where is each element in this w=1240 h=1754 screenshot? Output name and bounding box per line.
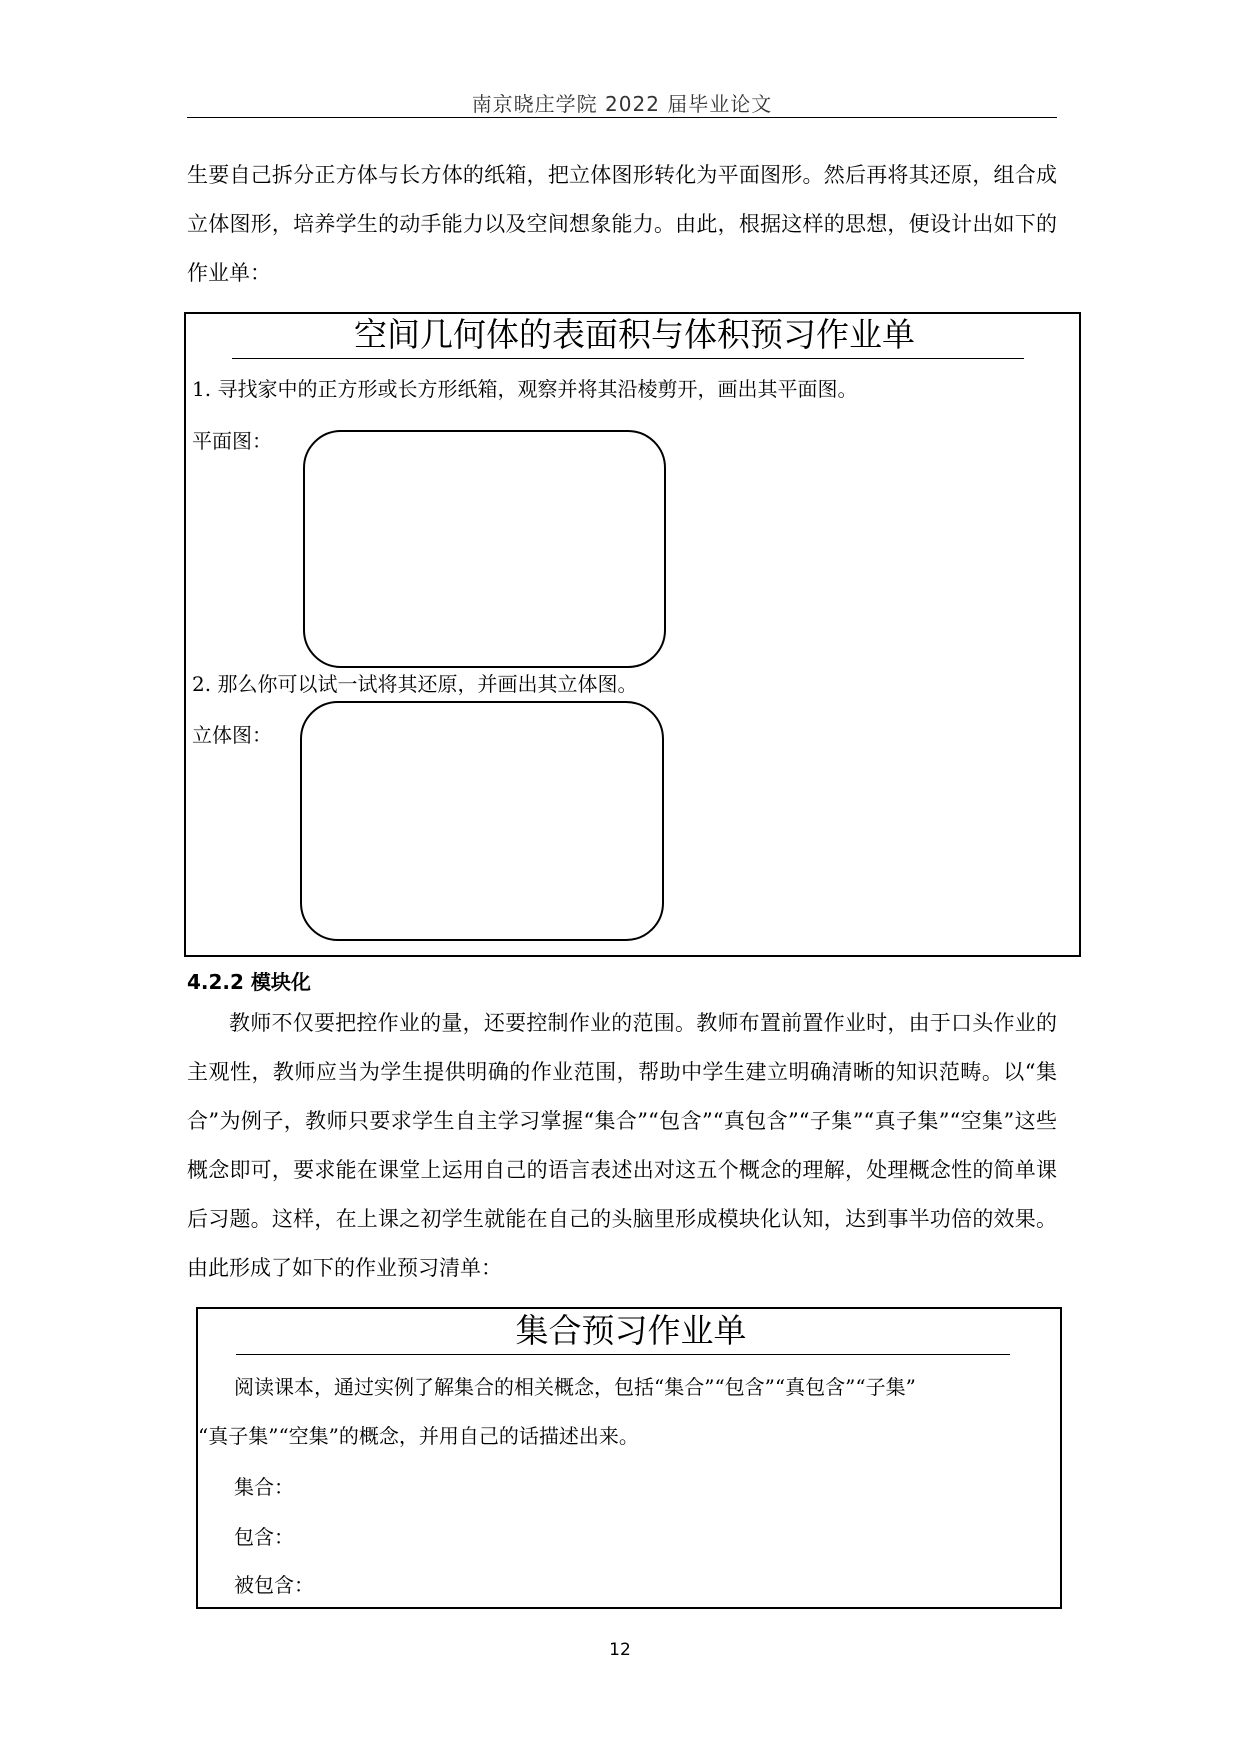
- field-contained-label: 被包含：: [234, 1573, 314, 1597]
- worksheet-sets: [196, 1307, 1062, 1609]
- body-paragraph: 教师不仅要把控作业的量，还要控制作业的范围。教师布置前置作业时，由于口头作业的主观性，教师应当为学生提供明确的作业范围，帮助中学生建立明确清晰的知识范畴。以“集合”为例子，教师只要求学生自主学习掌握“集合”“包含”“真包含”“子集”“真子集”“空集”这些概念即可，要求能在课堂上运用自己的语言表述出对这五个概念的理解，处理概念性的简单课后习题。这样，在上课之初学生就能在自己的头脑里形成模块化认知，达到事半功倍的效果。由此形成了如下的作业预习清单：: [187, 1011, 1057, 1280]
- worksheet2-title: 集合预习作业单: [515, 1311, 747, 1350]
- worksheet1-title-rule: [232, 358, 1024, 359]
- worksheet1-item-2: 2. 那么你可以试一试将其还原，并画出其立体图。: [192, 672, 638, 696]
- worksheet2-instruction-line1: 阅读课本，通过实例了解集合的相关概念，包括“集合”“包含”“真包含”“子集”: [234, 1375, 916, 1399]
- worksheet1-item-1: 1. 寻找家中的正方形或长方形纸箱，观察并将其沿棱剪开，画出其平面图。: [192, 377, 858, 401]
- section-heading: 4.2.2 模块化: [187, 970, 311, 994]
- worksheet1-label-plan: 平面图：: [192, 429, 272, 453]
- page-header-title: 南京晓庄学院 2022 届毕业论文: [471, 92, 773, 116]
- intro-paragraph: 生要自己拆分正方体与长方体的纸箱，把立体图形转化为平面图形。然后再将其还原，组合成立体图形，培养学生的动手能力以及空间想象能力。由此，根据这样的思想，便设计出如下的作业单：: [187, 163, 1057, 285]
- worksheet2-title-rule: [236, 1354, 1010, 1355]
- worksheet2-instruction-line2: “真子集”“空集”的概念，并用自己的话描述出来。: [198, 1424, 639, 1448]
- header-divider: [187, 117, 1057, 118]
- field-set-label: 集合：: [234, 1475, 294, 1499]
- field-contain-label: 包含：: [234, 1525, 294, 1549]
- solid-drawing-area[interactable]: [300, 701, 664, 941]
- worksheet1-title: 空间几何体的表面积与体积预习作业单: [354, 315, 915, 354]
- worksheet-surface-volume: [184, 312, 1081, 957]
- worksheet1-label-solid: 立体图：: [192, 723, 272, 747]
- plan-drawing-area[interactable]: [303, 430, 666, 668]
- page-number: 12: [609, 1640, 631, 1660]
